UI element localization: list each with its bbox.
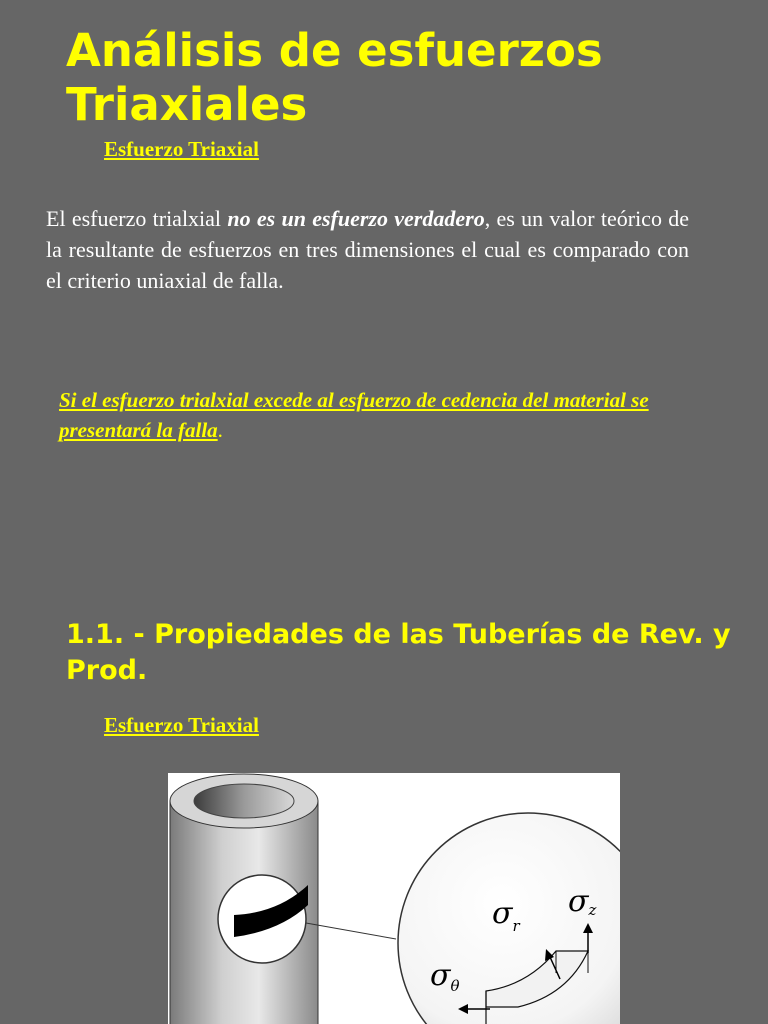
triaxial-stress-figure <box>168 773 620 1024</box>
sigma-theta-label: $\sigma_\theta$ <box>430 958 460 995</box>
section-heading: 1.1. - Propiedades de las Tuberías de Rev. y Prod. <box>66 619 731 686</box>
subtitle-esfuerzo-triaxial: Esfuerzo Triaxial <box>104 137 259 161</box>
intro-text-start: El esfuerzo trialxial <box>46 206 228 231</box>
intro-text-end: , es un valor teórico de la resultante de esfuerzos en tres dimensiones el cual es comparado con el criterio uniaxial de falla. <box>46 206 689 293</box>
intro-emphasis: no es un esfuerzo verdadero <box>227 206 485 231</box>
failure-warning-text: Si el esfuerzo trialxial excede al esfuerzo de cedencia del material se presentará la falla <box>59 388 649 442</box>
intro-paragraph <box>46 203 689 296</box>
pipe-stress-diagram <box>168 773 620 1024</box>
failure-warning <box>59 385 699 445</box>
sigma-r-label: $\sigma_r$ <box>492 896 520 935</box>
slide-title: Análisis de esfuerzos Triaxiales <box>66 24 603 131</box>
sigma-z-label: σz <box>568 884 597 919</box>
subtitle-esfuerzo-triaxial-2: Esfuerzo Triaxial <box>104 713 259 737</box>
failure-warning-period: . <box>217 418 223 442</box>
